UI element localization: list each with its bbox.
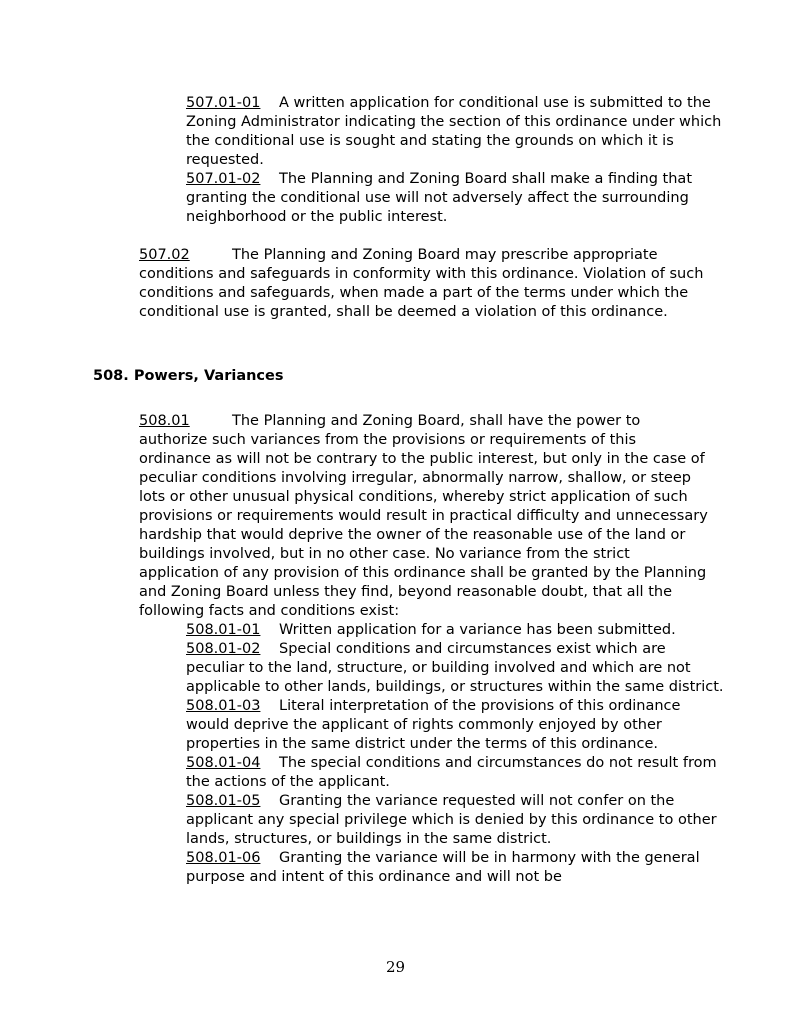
- clause-number: 508.01-06: [186, 850, 261, 866]
- clause-text: Written application for a variance has been submitted.: [279, 622, 676, 638]
- clause-507-01-01: [186, 94, 726, 170]
- clause-508-01-02: [186, 640, 726, 697]
- clause-text: A written application for conditional use is submitted to the Zoning Administrator indicating the section of this ordinance under which the conditional use is sought and stating the grounds on which it is requested.: [186, 95, 722, 168]
- clause-507-01-02: [186, 170, 726, 227]
- clause-text: Granting the variance requested will not confer on the applicant any special privilege which is denied by this ordinance to other lands, structures, or buildings in the same district.: [186, 793, 717, 847]
- section-text: The Planning and Zoning Board may prescribe appropriate conditions and safeguards in conformity with this ordinance. Violation of such conditions and safeguards, when made a part of the terms under which the conditional use is granted, shall be deemed a violation of this ordinance.: [139, 247, 704, 320]
- section-507-02: [139, 246, 709, 322]
- clause-text: Granting the variance will be in harmony with the general purpose and intent of this ordinance and will not be: [186, 850, 700, 885]
- clause-number: 508.01-02: [186, 641, 261, 657]
- section-number: 508.01: [139, 413, 190, 429]
- clause-text: Literal interpretation of the provisions of this ordinance would deprive the applicant of rights commonly enjoyed by other properties in the same district under the terms of this ordinance.: [186, 698, 681, 752]
- clause-508-01-03: [186, 697, 726, 754]
- clause-508-01-05: [186, 792, 726, 849]
- section-508-01: [139, 412, 709, 621]
- clause-number: 508.01-01: [186, 622, 261, 638]
- subsection-507-01-items: [186, 94, 726, 227]
- clause-508-01-04: [186, 754, 726, 792]
- clause-text: The special conditions and circumstances do not result from the actions of the applicant.: [186, 755, 717, 790]
- clause-number: 507.01-02: [186, 171, 261, 187]
- clause-number: 508.01-05: [186, 793, 261, 809]
- section-number: 507.02: [139, 247, 190, 263]
- clause-508-01-06: [186, 849, 726, 887]
- clause-number: 507.01-01: [186, 95, 261, 111]
- section-heading-508: 508. Powers, Variances: [93, 368, 284, 384]
- clause-508-01-01: [186, 621, 726, 640]
- clause-number: 508.01-03: [186, 698, 261, 714]
- section-text: The Planning and Zoning Board, shall have the power to authorize such variances from the provisions or requirements of this ordinance as will not be contrary to the public interest, but only in the case of peculiar conditions involving irregular, abnormally narrow, shallow, or steep lots or other unusual physical conditions, whereby strict application of such provisions or requirements would result in practical difficulty and unnecessary hardship that would deprive the owner of the reasonable use of the land or buildings involved, but in no other case. No variance from the strict application of any provision of this ordinance shall be granted by the Planning and Zoning Board unless they find, beyond reasonable doubt, that all the following facts and conditions exist:: [139, 413, 708, 619]
- clause-text: Special conditions and circumstances exist which are peculiar to the land, structure, or building involved and which are not applicable to other lands, buildings, or structures within the same district.: [186, 641, 724, 695]
- page-number: 29: [385, 958, 406, 976]
- clause-text: The Planning and Zoning Board shall make a finding that granting the conditional use will not adversely affect the surrounding neighborhood or the public interest.: [186, 171, 693, 225]
- clause-number: 508.01-04: [186, 755, 261, 771]
- subsection-508-01-items: [186, 621, 726, 887]
